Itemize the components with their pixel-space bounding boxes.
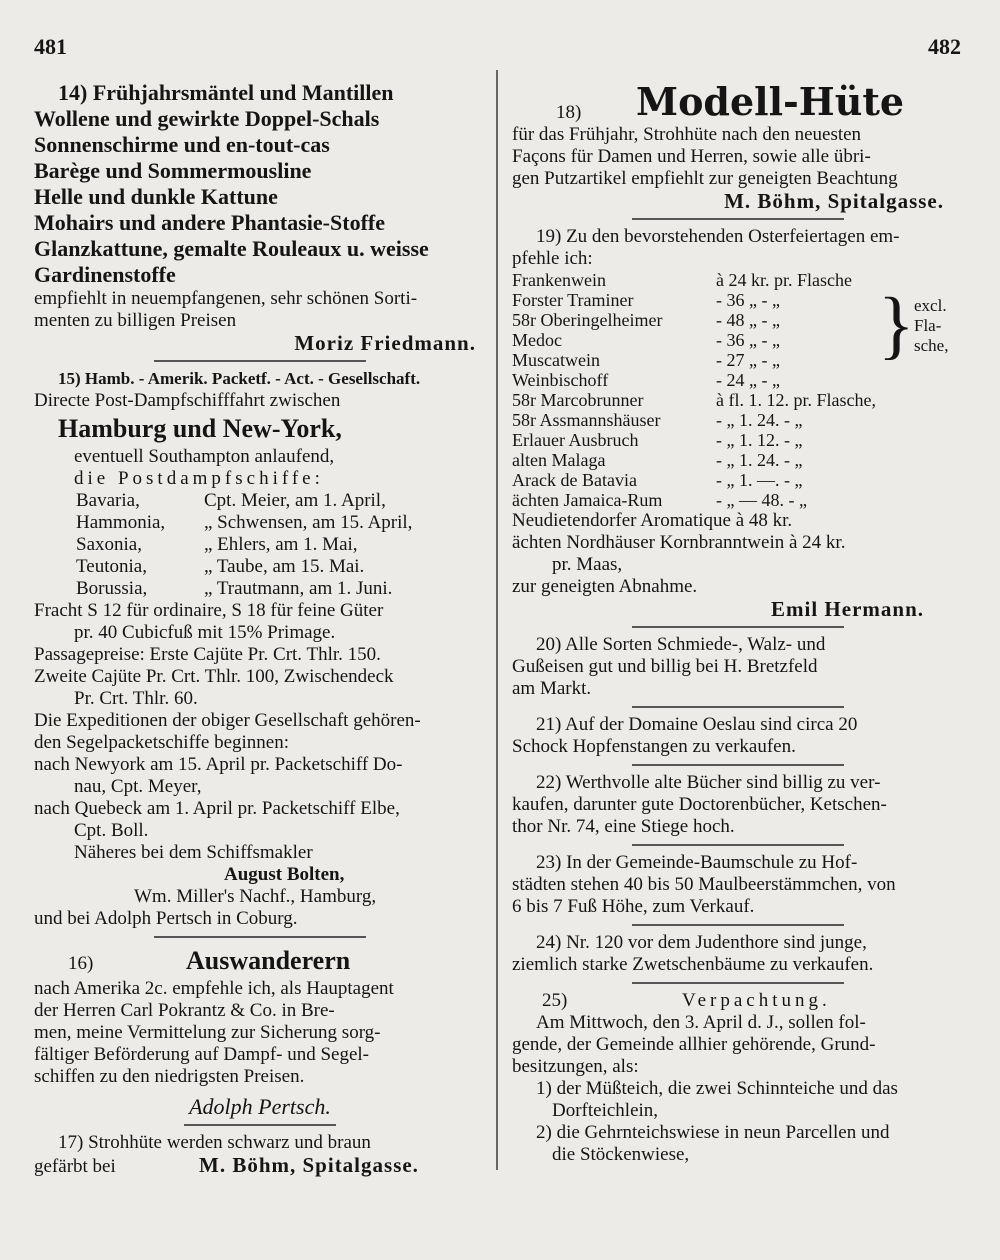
ad-18-body: Façons für Damen und Herren, sowie alle übri- bbox=[512, 146, 871, 167]
ad-18-headline: Modell-Hüte bbox=[636, 79, 905, 124]
ad-17-row bbox=[34, 1154, 486, 1178]
wine-price: - 48 „ - „ bbox=[716, 310, 780, 330]
ad-19-extra: Neudietendorfer Aromatique à 48 kr. bbox=[512, 510, 793, 531]
page-number-left: 481 bbox=[34, 34, 67, 59]
excl-text: excl. Fla- sche, bbox=[914, 296, 949, 355]
ad-25-header bbox=[512, 990, 964, 1012]
ad-16-number: 16) bbox=[68, 953, 94, 974]
separator bbox=[154, 936, 366, 938]
ad-25-number: 25) bbox=[542, 990, 568, 1011]
wine-row bbox=[512, 410, 880, 430]
ad-16-signature: Adolph Pertsch. bbox=[189, 1094, 331, 1119]
ad-25-body: Dorfteichlein, bbox=[552, 1100, 659, 1121]
ad-15-sub: Directe Post-Dampfschifffahrt zwischen bbox=[34, 390, 341, 411]
wine-name: Weinbischoff bbox=[512, 370, 609, 390]
ad-15-contact: Wm. Miller's Nachf., Hamburg, bbox=[134, 886, 377, 907]
wine-table bbox=[512, 270, 880, 510]
ship-row bbox=[76, 578, 486, 600]
wine-price: - 24 „ - „ bbox=[716, 370, 780, 390]
ad-23 bbox=[512, 852, 964, 918]
ad-23-line: 23) In der Gemeinde-Baumschule zu Hof- bbox=[536, 852, 858, 873]
ad-14-signature: Moriz Friedmann. bbox=[294, 331, 476, 355]
column-divider bbox=[496, 70, 498, 1170]
wine-name: 58r Assmannshäuser bbox=[512, 410, 661, 430]
wine-row bbox=[512, 350, 880, 370]
ship-row bbox=[76, 534, 486, 556]
wine-row bbox=[512, 430, 880, 450]
ship-row bbox=[76, 512, 486, 534]
ship-info: „ Ehlers, am 1. Mai, bbox=[204, 534, 358, 555]
ad-25-body: die Stöckenwiese, bbox=[552, 1144, 690, 1165]
ad-22-line: thor Nr. 74, eine Stiege hoch. bbox=[512, 816, 735, 837]
wine-row bbox=[512, 290, 880, 310]
ad-17-signature: M. Böhm, Spitalgasse. bbox=[199, 1153, 419, 1177]
separator bbox=[632, 982, 844, 984]
wine-name: ächten Jamaica-Rum bbox=[512, 490, 663, 510]
separator bbox=[632, 764, 844, 766]
left-column bbox=[34, 80, 486, 1178]
ad-16-body: schiffen zu den niedrigsten Preisen. bbox=[34, 1066, 305, 1087]
ad-23-line: 6 bis 7 Fuß Höhe, zum Verkauf. bbox=[512, 896, 755, 917]
ad-15-headline: Hamburg und New-York, bbox=[58, 414, 342, 443]
ad-16-headline: Auswanderern bbox=[186, 946, 351, 975]
ad-15-contact: Näheres bei dem Schiffsmakler bbox=[74, 842, 313, 863]
wine-row bbox=[512, 390, 880, 410]
ad-14-text: empfiehlt in neuempfangenen, sehr schönen Sorti- bbox=[34, 288, 418, 309]
ship-info: Cpt. Meier, am 1. April, bbox=[204, 490, 386, 511]
wine-price: - 36 „ - „ bbox=[716, 290, 780, 310]
bottle-excluded-note bbox=[878, 274, 964, 367]
wine-name: Erlauer Ausbruch bbox=[512, 430, 639, 450]
wine-row bbox=[512, 490, 880, 510]
ad-22-line: kaufen, darunter gute Doctorenbücher, Ketschen- bbox=[512, 794, 887, 815]
ship-info: „ Taube, am 15. Mai. bbox=[204, 556, 365, 577]
ad-15-body: Zweite Cajüte Pr. Crt. Thlr. 100, Zwischendeck bbox=[34, 666, 394, 687]
ad-19-extra: ächten Nordhäuser Kornbranntwein à 24 kr. bbox=[512, 532, 846, 553]
wine-name: Arack de Batavia bbox=[512, 470, 637, 490]
ad-15-contact: August Bolten, bbox=[224, 864, 345, 885]
wine-price: - „ 1. —. - „ bbox=[716, 470, 803, 490]
ad-18-body: für das Frühjahr, Strohhüte nach den neuesten bbox=[512, 124, 862, 145]
ad-19-extra: pr. Maas, bbox=[552, 554, 623, 575]
wine-price: - „ — 48. - „ bbox=[716, 490, 807, 510]
ad-17-line: gefärbt bei bbox=[34, 1156, 116, 1177]
wine-name: 58r Oberingelheimer bbox=[512, 310, 663, 330]
ad-14-line: Gardinenstoffe bbox=[34, 262, 176, 287]
ship-list bbox=[34, 490, 486, 600]
ship-info: „ Trautmann, am 1. Juni. bbox=[204, 578, 393, 599]
ad-15-body: nau, Cpt. Meyer, bbox=[74, 776, 202, 797]
ad-14-line: Glanzkattune, gemalte Rouleaux u. weisse bbox=[34, 236, 429, 261]
ad-22-line: 22) Werthvolle alte Bücher sind billig zu ver- bbox=[536, 772, 881, 793]
wine-name: alten Malaga bbox=[512, 450, 606, 470]
ad-20-line: 20) Alle Sorten Schmiede-, Walz- und bbox=[536, 634, 826, 655]
separator bbox=[632, 218, 844, 220]
separator bbox=[184, 1124, 336, 1126]
ad-15-body: Fracht S 12 für ordinaire, S 18 für feine Güter bbox=[34, 600, 384, 621]
ad-16-header bbox=[34, 944, 486, 978]
ad-15-via: eventuell Southampton anlaufend, bbox=[74, 446, 335, 467]
wine-price: à fl. 1. 12. pr. Flasche, bbox=[716, 390, 876, 410]
ad-19-signature: Emil Hermann. bbox=[771, 597, 924, 621]
ad-20-line: am Markt. bbox=[512, 678, 592, 699]
ad-14-line: Sonnenschirme und en-tout-cas bbox=[34, 132, 330, 157]
page-number-right: 482 bbox=[928, 34, 961, 59]
ad-19-intro: 19) Zu den bevorstehenden Osterfeiertagen em- bbox=[536, 226, 900, 247]
wine-price: - „ 1. 24. - „ bbox=[716, 410, 803, 430]
ship-name: Saxonia, bbox=[76, 534, 142, 555]
brace-icon: } bbox=[878, 283, 915, 367]
ad-25-body: gende, der Gemeinde allhier gehörende, Grund- bbox=[512, 1034, 876, 1055]
ad-15-via: die Postdampfschiffe: bbox=[74, 468, 324, 489]
wine-name: Frankenwein bbox=[512, 270, 606, 290]
ad-18-body: gen Putzartikel empfiehlt zur geneigten Beachtung bbox=[512, 168, 898, 189]
ad-25-body: besitzungen, als: bbox=[512, 1056, 639, 1077]
wine-row bbox=[512, 370, 880, 390]
ad-17-line: 17) Strohhüte werden schwarz und braun bbox=[58, 1132, 371, 1153]
ad-21-line: 21) Auf der Domaine Oeslau sind circa 20 bbox=[536, 714, 858, 735]
ad-25-body: 2) die Gehrnteichswiese in neun Parcellen und bbox=[536, 1122, 890, 1143]
ad-15-body: den Segelpacketschiffe beginnen: bbox=[34, 732, 289, 753]
ad-14-line: Wollene und gewirkte Doppel-Schals bbox=[34, 106, 380, 131]
wine-price: - „ 1. 12. - „ bbox=[716, 430, 803, 450]
wine-row bbox=[512, 310, 880, 330]
wine-name: 58r Marcobrunner bbox=[512, 390, 644, 410]
ad-16-body: nach Amerika 2c. empfehle ich, als Hauptagent bbox=[34, 978, 394, 999]
separator bbox=[632, 706, 844, 708]
ad-24 bbox=[512, 932, 964, 976]
ad-15-body: Cpt. Boll. bbox=[74, 820, 149, 841]
ad-21-line: Schock Hopfenstangen zu verkaufen. bbox=[512, 736, 796, 757]
ship-name: Teutonia, bbox=[76, 556, 147, 577]
ad-15-body: pr. 40 Cubicfuß mit 15% Primage. bbox=[74, 622, 336, 643]
ad-16-body: der Herren Carl Pokrantz & Co. in Bre- bbox=[34, 1000, 335, 1021]
ad-15-body: nach Newyork am 15. April pr. Packetschiff Do- bbox=[34, 754, 403, 775]
ad-24-line: 24) Nr. 120 vor dem Judenthore sind junge, bbox=[536, 932, 867, 953]
wine-price: - 27 „ - „ bbox=[716, 350, 780, 370]
ad-15-title: 15) Hamb. - Amerik. Packetf. - Act. - Gesellschaft. bbox=[58, 369, 421, 388]
ad-15-contact: und bei Adolph Pertsch in Coburg. bbox=[34, 908, 298, 929]
ad-23-line: städten stehen 40 bis 50 Maulbeerstämmchen, von bbox=[512, 874, 896, 895]
ad-19-extra: zur geneigten Abnahme. bbox=[512, 576, 698, 597]
ad-14 bbox=[34, 80, 486, 288]
ad-16-body: fältiger Beförderung auf Dampf- und Segel- bbox=[34, 1044, 370, 1065]
ship-info: „ Schwensen, am 15. April, bbox=[204, 512, 413, 533]
ad-15-body: Pr. Crt. Thlr. 60. bbox=[74, 688, 198, 709]
ad-18-header bbox=[512, 80, 964, 124]
ad-14-line: Mohairs und andere Phantasie-Stoffe bbox=[34, 210, 385, 235]
ad-24-line: ziemlich starke Zwetschenbäume zu verkaufen. bbox=[512, 954, 874, 975]
ad-20 bbox=[512, 634, 964, 700]
right-column bbox=[512, 80, 964, 1166]
ship-name: Bavaria, bbox=[76, 490, 140, 511]
ship-name: Hammonia, bbox=[76, 512, 166, 533]
ad-15-body: nach Quebeck am 1. April pr. Packetschiff Elbe, bbox=[34, 798, 400, 819]
ad-18-signature: M. Böhm, Spitalgasse. bbox=[724, 189, 944, 213]
ad-14-line: Barège und Sommermousline bbox=[34, 158, 312, 183]
ad-20-line: Gußeisen gut und billig bei H. Bretzfeld bbox=[512, 656, 818, 677]
ad-21 bbox=[512, 714, 964, 758]
ad-25-body: Am Mittwoch, den 3. April d. J., sollen fol- bbox=[536, 1012, 866, 1033]
separator bbox=[632, 844, 844, 846]
separator bbox=[154, 360, 366, 362]
wine-row bbox=[512, 450, 880, 470]
wine-list bbox=[512, 270, 964, 510]
wine-row bbox=[512, 330, 880, 350]
wine-name: Forster Traminer bbox=[512, 290, 634, 310]
wine-price: - „ 1. 24. - „ bbox=[716, 450, 803, 470]
wine-row bbox=[512, 470, 880, 490]
ship-row bbox=[76, 556, 486, 578]
ad-14-line: Helle und dunkle Kattune bbox=[34, 184, 278, 209]
ad-14-text: menten zu billigen Preisen bbox=[34, 310, 237, 331]
ad-14-line: 14) Frühjahrsmäntel und Mantillen bbox=[58, 80, 394, 105]
ad-15-body: Passagepreise: Erste Cajüte Pr. Crt. Thlr. 150. bbox=[34, 644, 381, 665]
wine-name: Medoc bbox=[512, 330, 562, 350]
ad-19-intro: pfehle ich: bbox=[512, 248, 593, 269]
separator bbox=[632, 626, 844, 628]
ad-25-title: Verpachtung. bbox=[682, 990, 831, 1011]
wine-row bbox=[512, 270, 880, 290]
ad-22 bbox=[512, 772, 964, 838]
separator bbox=[632, 924, 844, 926]
ad-25 bbox=[512, 990, 964, 1166]
wine-name: Muscatwein bbox=[512, 350, 600, 370]
ship-name: Borussia, bbox=[76, 578, 148, 599]
wine-price: à 24 kr. pr. Flasche bbox=[716, 270, 852, 290]
ad-18-number: 18) bbox=[556, 102, 582, 123]
ad-16-body: men, meine Vermittelung zur Sicherung sorg- bbox=[34, 1022, 381, 1043]
ad-15-body: Die Expeditionen der obiger Gesellschaft gehören- bbox=[34, 710, 421, 731]
ad-25-body: 1) der Müßteich, die zwei Schinnteiche und das bbox=[536, 1078, 898, 1099]
ship-row bbox=[76, 490, 486, 512]
wine-price: - 36 „ - „ bbox=[716, 330, 780, 350]
